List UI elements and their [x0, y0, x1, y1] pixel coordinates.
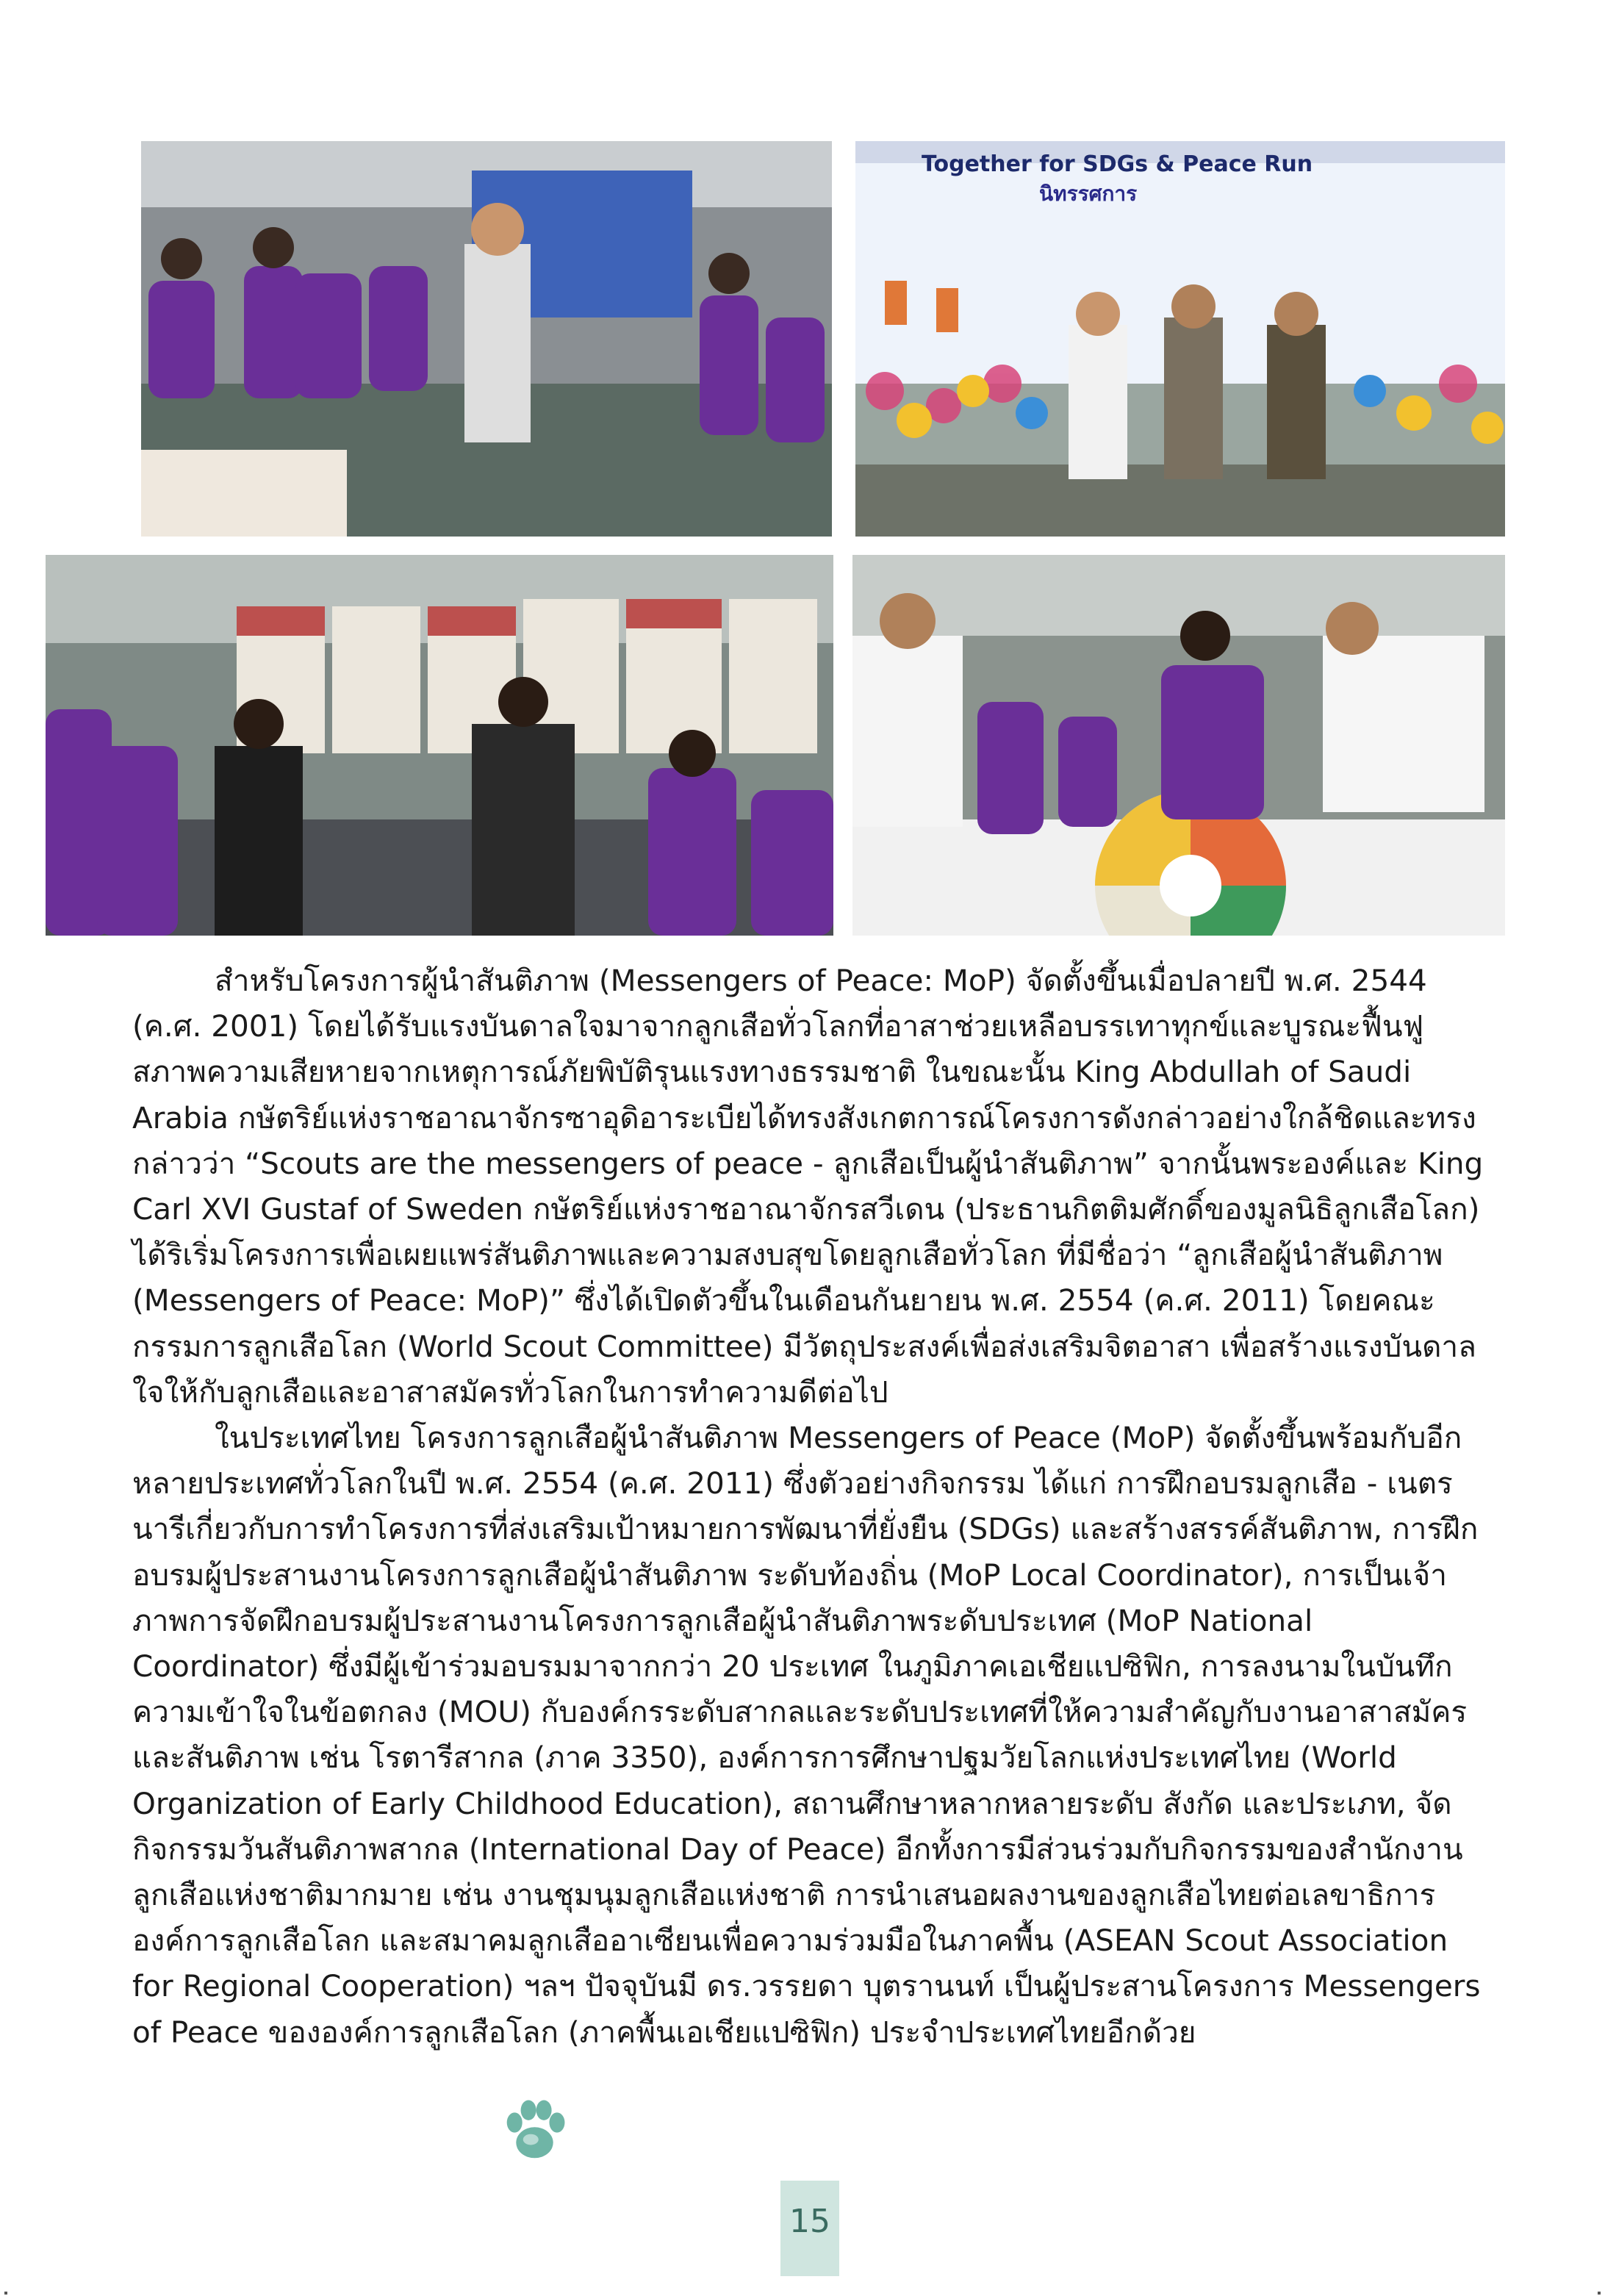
- page-number-box: [780, 2181, 839, 2276]
- page-number: 15: [789, 2203, 830, 2240]
- crop-mark: [1598, 2292, 1601, 2295]
- photo-exhibition-boards: [46, 555, 833, 936]
- paragraph-mop-origin: สำหรับโครงการผู้นำสันติภาพ (Messengers of Peace: MoP) จัดตั้งขึ้นเมื่อปลายปี พ.ศ. 2544 (ค.ศ. 2001) โดยได้รับแรงบันดาลใจมาจากลูกเสือทั่วโลกที่อาสาช่วยเหลือบรรเทาทุกข์และบูรณะฟื้นฟูสภาพความเสียหายจากเหตุการณ์ภัยพิบัติรุนแรงทางธรรมชาติ ในขณะนั้น King Abdullah of Saudi Arabia กษัตริย์แห่งราชอาณาจักรซาอุดิอาระเบียได้ทรงสังเกตการณ์โครงการดังกล่าวอย่างใกล้ชิดและทรงกล่าวว่า “Scouts are the messengers of peace - ลูกเสือเป็นผู้นำสันติภาพ” จากนั้นพระองค์และ King Carl XVI Gustaf of Sweden กษัตริย์แห่งราชอาณาจักรสวีเดน (ประธานกิตติมศักดิ์ของมูลนิธิลูกเสือโลก) ได้ริเริ่มโครงการเพื่อเผยแพร่สันติภาพและความสงบสุขโดยลูกเสือทั่วโลก ที่มีชื่อว่า “ลูกเสือผู้นำสันติภาพ (Messengers of Peace: MoP)” ซึ่งได้เปิดตัวขึ้นในเดือนกันยายน พ.ศ. 2554 (ค.ศ. 2011) โดยคณะกรรมการลูกเสือโลก (World Scout Committee) มีวัตถุประสงค์เพื่อส่งเสริมจิตอาสา เพื่อสร้างแรงบันดาลใจให้กับลูกเสือและอาสาสมัครทั่วโลกในการทำความดีต่อไป: [132, 963, 1484, 1410]
- banner-title: Together for SDGs & Peace Run: [922, 151, 1313, 177]
- photo-table-activity: [852, 555, 1505, 936]
- paw-print-icon: [496, 2092, 573, 2169]
- paragraph-mop-thailand: ในประเทศไทย โครงการลูกเสือผู้นำสันติภาพ Messengers of Peace (MoP) จัดตั้งขึ้นพร้อมกับอีกหลายประเทศทั่วโลกในปี พ.ศ. 2554 (ค.ศ. 2011) ซึ่งตัวอย่างกิจกรรม ได้แก่ การฝึกอบรมลูกเสือ - เนตรนารีเกี่ยวกับการทำโครงการที่ส่งเสริมเป้าหมายการพัฒนาที่ยั่งยืน (SDGs) และสร้างสรรค์สันติภาพ, การฝึกอบรมผู้ประสานงานโครงการลูกเสือผู้นำสันติภาพ ระดับท้องถิ่น (MoP Local Coordinator), การเป็นเจ้าภาพการจัดฝึกอบรมผู้ประสานงานโครงการลูกเสือผู้นำสันติภาพระดับประเทศ (MoP National Coordinator) ซึ่งมีผู้เข้าร่วมอบรมมาจากกว่า 20 ประเทศ ในภูมิภาคเอเชียแปซิฟิก, การลงนามในบันทึกความเข้าใจในข้อตกลง (MOU) กับองค์กรระดับสากลและระดับประเทศที่ให้ความสำคัญกับงานอาสาสมัครและสันติภาพ เช่น โรตารีสากล (ภาค 3350), องค์การการศึกษาปฐมวัยโลกแห่งประเทศไทย (World Organization of Early Childhood Education), สถานศึกษาหลากหลายระดับ สังกัด และประเภท, จัดกิจกรรมวันสันติภาพสากล (International Day of Peace) อีกทั้งการมีส่วนร่วมกับกิจกรรมของสำนักงานลูกเสือแห่งชาติมากมาย เช่น งานชุมนุมลูกเสือแห่งชาติ การนำเสนอผลงานของลูกเสือไทยต่อเลขาธิการองค์การลูกเสือโลก และสมาคมลูกเสืออาเซียนเพื่อความร่วมมือในภาคพื้น (ASEAN Scout Association for Regional Cooperation) ฯลฯ ปัจจุบันมี ดร.วรรยดา บุตรานนท์ เป็นผู้ประสานโครงการ Messengers of Peace ขององค์การลูกเสือโลก (ภาคพื้นเอเชียแปซิฟิก) ประจำประเทศไทยอีกด้วย: [132, 1420, 1481, 2050]
- banner-subtitle: นิทรรศการ: [1039, 182, 1138, 206]
- article-body: [132, 958, 1484, 2055]
- crop-mark: [4, 2292, 7, 2295]
- photo-stage-award: [855, 141, 1505, 537]
- photo-booth-scouts: [141, 141, 832, 537]
